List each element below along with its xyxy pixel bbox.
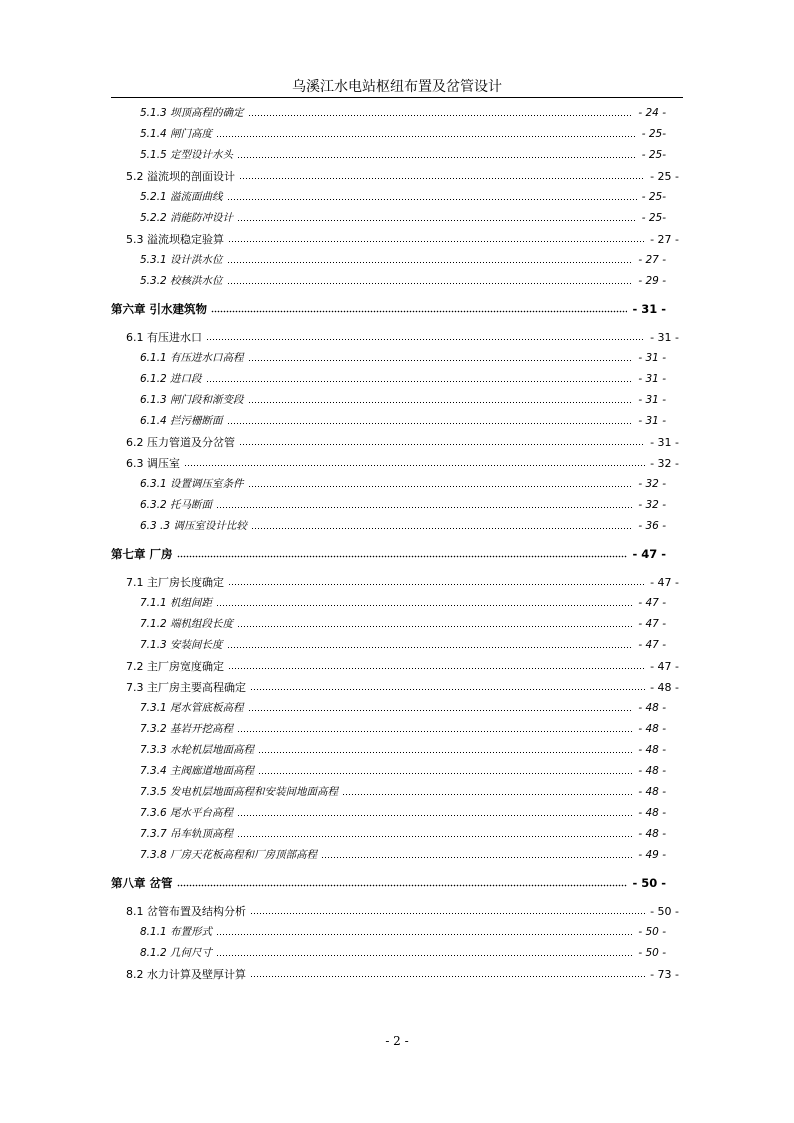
toc-section-entry[interactable]	[126, 573, 679, 589]
toc-dot-leader	[216, 929, 633, 936]
toc-entry-label: 6.3 调压室	[126, 457, 180, 470]
toc-entry-label: 7.3.2 基岩开挖高程	[140, 723, 234, 735]
toc-entry-label: 7.3.3 水轮机层地面高程	[140, 744, 255, 756]
toc-entry-label: 7.3.8 厂房天花板高程和厂房顶部高程	[140, 849, 318, 861]
toc-section-entry[interactable]	[126, 167, 679, 183]
page-number: - 2 -	[385, 1034, 409, 1048]
toc-chapter-entry[interactable]	[111, 545, 666, 561]
running-header-title: 乌溪江水电站枢纽布置及岔管设计	[292, 79, 502, 95]
toc-subsection-entry[interactable]	[140, 615, 666, 631]
toc-entry-page: - 25-	[641, 128, 666, 140]
toc-entry-page: - 47 -	[638, 618, 666, 630]
toc-subsection-entry[interactable]	[140, 475, 666, 491]
toc-dot-leader	[184, 460, 645, 467]
toc-subsection-entry[interactable]	[140, 923, 666, 939]
toc-entry-page: - 27 -	[638, 254, 666, 266]
toc-section-entry[interactable]	[126, 678, 679, 694]
toc-entry-label: 6.3.1 设置调压室条件	[140, 478, 244, 490]
toc-entry-label: 7.1.2 端机组段长度	[140, 618, 234, 630]
toc-entry-label: 5.1.4 闸门高度	[140, 128, 213, 140]
toc-entry-page: - 47 -	[632, 547, 666, 561]
toc-entry-page: - 32 -	[650, 457, 679, 470]
toc-entry-page: - 50 -	[638, 947, 666, 959]
toc-dot-leader	[228, 236, 645, 243]
toc-subsection-entry[interactable]	[140, 349, 666, 365]
toc-subsection-entry[interactable]	[140, 209, 666, 225]
toc-entry-page: - 36 -	[638, 520, 666, 532]
toc-entry-label: 6.1.1 有压进水口高程	[140, 352, 244, 364]
toc-subsection-entry[interactable]	[140, 104, 666, 120]
toc-entry-page: - 27 -	[650, 233, 679, 246]
toc-dot-leader	[248, 355, 634, 362]
toc-entry-label: 7.3.6 尾水平台高程	[140, 807, 234, 819]
toc-subsection-entry[interactable]	[140, 762, 666, 778]
toc-entry-label: 5.2 溢流坝的剖面设计	[126, 170, 235, 183]
toc-entry-page: - 47 -	[638, 639, 666, 651]
toc-entry-page: - 49 -	[638, 849, 666, 861]
toc-dot-leader	[211, 306, 627, 313]
toc-subsection-entry[interactable]	[140, 783, 666, 799]
toc-section-entry[interactable]	[126, 657, 679, 673]
toc-section-entry[interactable]	[126, 965, 679, 981]
toc-entry-label: 7.3 主厂房主要高程确定	[126, 681, 246, 694]
toc-entry-page: - 47 -	[650, 576, 679, 589]
toc-entry-label: 7.1.1 机组间距	[140, 597, 213, 609]
toc-entry-page: - 32 -	[638, 478, 666, 490]
toc-subsection-entry[interactable]	[140, 825, 666, 841]
toc-entry-label: 6.1.3 闸门段和渐变段	[140, 394, 244, 406]
toc-dot-leader	[237, 152, 637, 159]
toc-entry-label: 6.1 有压进水口	[126, 331, 202, 344]
toc-dot-leader	[239, 439, 645, 446]
toc-dot-leader	[250, 908, 645, 915]
toc-entry-label: 8.1 岔管布置及结构分析	[126, 905, 246, 918]
toc-dot-leader	[237, 215, 637, 222]
toc-entry-page: - 47 -	[650, 660, 679, 673]
toc-dot-leader	[216, 950, 633, 957]
toc-dot-leader	[228, 663, 645, 670]
toc-entry-label: 7.3.4 主阀廊道地面高程	[140, 765, 255, 777]
toc-subsection-entry[interactable]	[140, 944, 666, 960]
toc-entry-page: - 25-	[641, 212, 666, 224]
toc-subsection-entry[interactable]	[140, 412, 666, 428]
toc-dot-leader	[206, 334, 645, 341]
toc-entry-label: 5.2.1 溢流面曲线	[140, 191, 223, 203]
toc-entry-label: 第八章 岔管	[111, 876, 173, 890]
toc-subsection-entry[interactable]	[140, 741, 666, 757]
toc-entry-label: 5.2.2 消能防冲设计	[140, 212, 234, 224]
toc-entry-page: - 47 -	[638, 597, 666, 609]
toc-entry-label: 第七章 厂房	[111, 547, 173, 561]
toc-subsection-entry[interactable]	[140, 370, 666, 386]
toc-entry-page: - 31 -	[638, 352, 666, 364]
toc-dot-leader	[227, 257, 634, 264]
toc-entry-label: 第六章 引水建筑物	[111, 302, 208, 316]
toc-entry-page: - 48 -	[638, 786, 666, 798]
toc-chapter-entry[interactable]	[111, 300, 666, 316]
toc-entry-label: 8.2 水力计算及壁厚计算	[126, 968, 246, 981]
toc-dot-leader	[250, 684, 645, 691]
toc-entry-page: - 31 -	[650, 331, 679, 344]
toc-entry-page: - 48 -	[638, 723, 666, 735]
toc-entry-page: - 24 -	[638, 107, 666, 119]
toc-entry-label: 7.3.5 发电机层地面高程和安装间地面高程	[140, 786, 339, 798]
toc-entry-page: - 31 -	[638, 415, 666, 427]
toc-entry-label: 7.3.7 吊车轨顶高程	[140, 828, 234, 840]
toc-subsection-entry[interactable]	[140, 720, 666, 736]
toc-section-entry[interactable]	[126, 902, 679, 918]
toc-entry-page: - 32 -	[638, 499, 666, 511]
toc-dot-leader	[258, 768, 633, 775]
toc-subsection-entry[interactable]	[140, 699, 666, 715]
toc-dot-leader	[250, 971, 645, 978]
toc-entry-page: - 29 -	[638, 275, 666, 287]
toc-dot-leader	[248, 397, 634, 404]
toc-dot-leader	[216, 131, 637, 138]
toc-dot-leader	[237, 831, 633, 838]
toc-dot-leader	[258, 747, 633, 754]
toc-dot-leader	[206, 376, 634, 383]
toc-dot-leader	[227, 418, 634, 425]
toc-entry-page: - 73 -	[650, 968, 679, 981]
toc-dot-leader	[248, 481, 634, 488]
toc-dot-leader	[239, 173, 645, 180]
toc-dot-leader	[177, 880, 628, 887]
toc-entry-label: 8.1.1 布置形式	[140, 926, 213, 938]
toc-dot-leader	[227, 194, 637, 201]
toc-entry-label: 6.3.2 托马断面	[140, 499, 213, 511]
toc-dot-leader	[321, 852, 633, 859]
toc-subsection-entry[interactable]	[140, 846, 666, 862]
toc-entry-page: - 48 -	[638, 702, 666, 714]
toc-entry-label: 5.1.3 坝顶高程的确定	[140, 107, 244, 119]
toc-entry-label: 5.3.2 校核洪水位	[140, 275, 223, 287]
toc-entry-page: - 25-	[641, 191, 666, 203]
toc-dot-leader	[177, 551, 628, 558]
toc-entry-label: 6.1.4 拦污栅断面	[140, 415, 223, 427]
toc-subsection-entry[interactable]	[140, 517, 666, 533]
toc-subsection-entry[interactable]	[140, 391, 666, 407]
toc-entry-page: - 50 -	[632, 876, 666, 890]
toc-dot-leader	[237, 621, 633, 628]
toc-entry-page: - 25-	[641, 149, 666, 161]
toc-subsection-entry[interactable]	[140, 146, 666, 162]
toc-entry-page: - 48 -	[638, 765, 666, 777]
toc-entry-label: 6.2 压力管道及分岔管	[126, 436, 235, 449]
toc-entry-label: 7.3.1 尾水管底板高程	[140, 702, 244, 714]
toc-dot-leader	[227, 642, 634, 649]
toc-chapter-entry[interactable]	[111, 874, 666, 890]
toc-entry-page: - 48 -	[650, 681, 679, 694]
toc-subsection-entry[interactable]	[140, 188, 666, 204]
toc-subsection-entry[interactable]	[140, 272, 666, 288]
toc-entry-label: 8.1.2 几何尺寸	[140, 947, 213, 959]
toc-entry-page: - 31 -	[638, 373, 666, 385]
toc-section-entry[interactable]	[126, 433, 679, 449]
toc-entry-label: 5.3.1 设计洪水位	[140, 254, 223, 266]
toc-subsection-entry[interactable]	[140, 636, 666, 652]
toc-entry-page: - 48 -	[638, 807, 666, 819]
toc-subsection-entry[interactable]	[140, 251, 666, 267]
toc-dot-leader	[227, 278, 634, 285]
toc-dot-leader	[248, 110, 634, 117]
toc-subsection-entry[interactable]	[140, 496, 666, 512]
toc-entry-page: - 25 -	[650, 170, 679, 183]
toc-subsection-entry[interactable]	[140, 594, 666, 610]
toc-entry-page: - 31 -	[632, 302, 666, 316]
toc-dot-leader	[216, 600, 633, 607]
toc-entry-page: - 48 -	[638, 744, 666, 756]
toc-entry-label: 5.1.5 定型设计水头	[140, 149, 234, 161]
toc-entry-page: - 31 -	[638, 394, 666, 406]
toc-dot-leader	[248, 705, 634, 712]
toc-dot-leader	[251, 523, 633, 530]
toc-section-entry[interactable]	[126, 230, 679, 246]
toc-entry-page: - 50 -	[638, 926, 666, 938]
toc-entry-page: - 31 -	[650, 436, 679, 449]
toc-entry-label: 7.2 主厂房宽度确定	[126, 660, 224, 673]
toc-dot-leader	[342, 789, 633, 796]
toc-entry-label: 6.3 .3 调压室设计比较	[140, 520, 247, 532]
toc-dot-leader	[216, 502, 633, 509]
toc-entry-label: 5.3 溢流坝稳定验算	[126, 233, 224, 246]
toc-dot-leader	[237, 726, 633, 733]
toc-section-entry[interactable]	[126, 328, 679, 344]
toc-subsection-entry[interactable]	[140, 804, 666, 820]
toc-entry-label: 6.1.2 进口段	[140, 373, 202, 385]
toc-subsection-entry[interactable]	[140, 125, 666, 141]
toc-section-entry[interactable]	[126, 454, 679, 470]
toc-dot-leader	[228, 579, 645, 586]
toc-dot-leader	[237, 810, 633, 817]
toc-entry-label: 7.1.3 安装间长度	[140, 639, 223, 651]
toc-entry-page: - 48 -	[638, 828, 666, 840]
toc-entry-label: 7.1 主厂房长度确定	[126, 576, 224, 589]
toc-entry-page: - 50 -	[650, 905, 679, 918]
